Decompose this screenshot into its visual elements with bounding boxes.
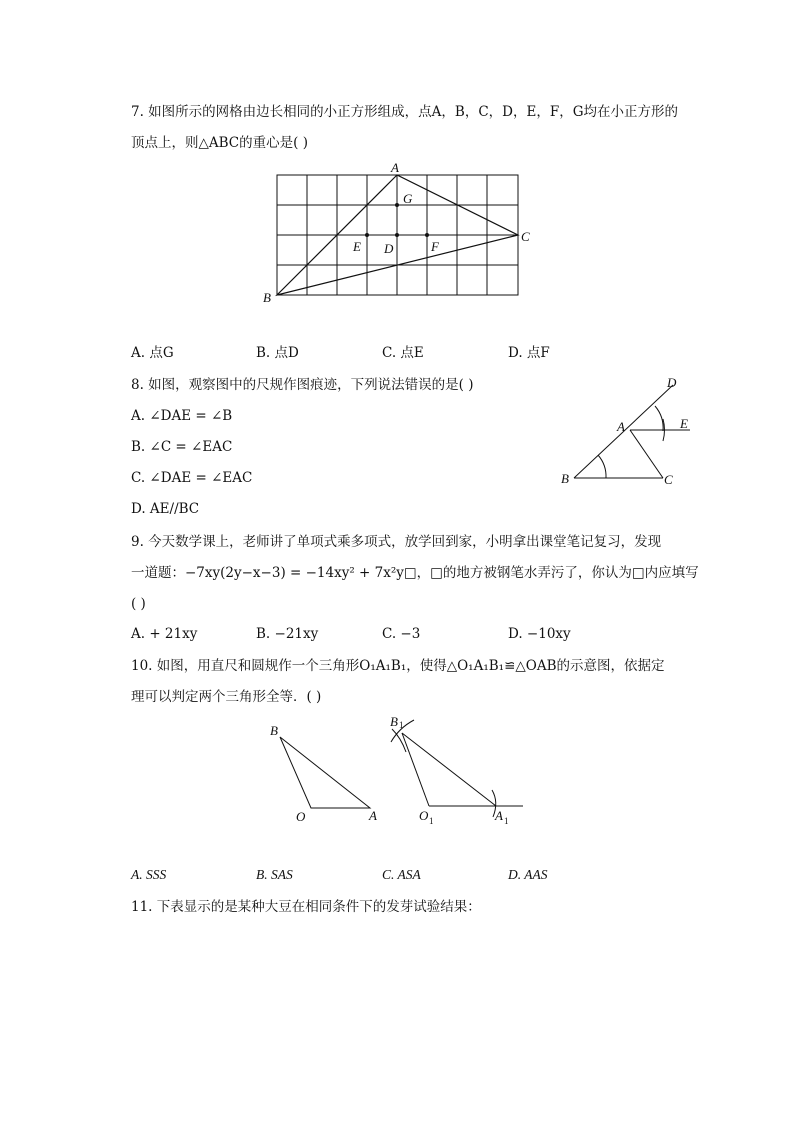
q10-label-B1-sub: 1 xyxy=(399,720,404,730)
q9-stem-line3: ( ) xyxy=(131,596,146,612)
q10-label-O: O xyxy=(296,809,306,824)
q10-label-O1: O xyxy=(419,808,429,823)
q8-option-d[interactable]: D. AE//BC xyxy=(131,501,200,517)
q8-option-a[interactable]: A. ∠DAE = ∠B xyxy=(131,408,233,424)
q7-label-C: C xyxy=(521,229,530,244)
q7-label-A: A xyxy=(391,160,399,175)
q7-stem-line1: 7. 如图所示的网格由边长相同的小正方形组成，点A，B，C，D，E，F，G均在小正方形的 xyxy=(131,104,678,120)
q8-label-C: C xyxy=(664,472,673,487)
q7-label-B: B xyxy=(263,290,271,305)
q7-option-a[interactable]: A. 点G xyxy=(131,345,174,361)
q9-stem-line2: 一道题：−7xy(2y−x−3) = −14xy² + 7x²y□，□的地方被钢笔水弄污了，你认为□内应填写 xyxy=(131,565,699,581)
q11-stem: 11. 下表显示的是某种大豆在相同条件下的发芽试验结果： xyxy=(131,899,481,915)
q8-option-b[interactable]: B. ∠C = ∠EAC xyxy=(131,439,233,455)
q7-option-d[interactable]: D. 点F xyxy=(508,345,550,361)
q8-label-D: D xyxy=(667,375,677,390)
q10-option-c[interactable]: C. ASA xyxy=(382,867,421,882)
q8-label-E: E xyxy=(680,416,688,431)
q10-option-a[interactable]: A. SSS xyxy=(131,867,167,882)
q7-option-b[interactable]: B. 点D xyxy=(256,345,299,361)
q7-label-G: G xyxy=(403,191,413,206)
q10-label-B: B xyxy=(270,723,278,738)
q9-option-c[interactable]: C. −3 xyxy=(382,626,421,642)
q10-stem-line1: 10. 如图，用直尺和圆规作一个三角形O₁A₁B₁，使得△O₁A₁B₁≌△OAB的示意图，依据定 xyxy=(131,658,665,674)
q10-label-B1: B xyxy=(390,714,398,729)
q7-label-F: F xyxy=(431,239,439,254)
q8-stem: 8. 如图，观察图中的尺规作图痕迹，下列说法错误的是( ) xyxy=(131,377,474,393)
q10-label-A1: A xyxy=(495,808,503,823)
q10-label-A1-sub: 1 xyxy=(504,816,509,826)
q7-option-c[interactable]: C. 点E xyxy=(382,345,424,361)
q9-option-b[interactable]: B. −21xy xyxy=(256,626,319,642)
q8-label-B: B xyxy=(561,471,569,486)
q9-stem-line1: 9. 今天数学课上，老师讲了单项式乘多项式，放学回到家，小明拿出课堂笔记复习，发现 xyxy=(131,534,662,550)
q10-option-b[interactable]: B. SAS xyxy=(256,867,293,882)
q9-option-a[interactable]: A. + 21xy xyxy=(131,626,198,642)
q8-option-c[interactable]: C. ∠DAE = ∠EAC xyxy=(131,470,253,486)
q7-label-D: D xyxy=(384,241,394,256)
q10-stem-line2: 理可以判定两个三角形全等．( ) xyxy=(131,689,322,705)
q10-option-d[interactable]: D. AAS xyxy=(508,867,548,882)
q10-label-O1-sub: 1 xyxy=(429,816,434,826)
q7-label-E: E xyxy=(353,239,361,254)
q9-option-d[interactable]: D. −10xy xyxy=(508,626,571,642)
q10-label-A: A xyxy=(369,808,377,823)
q7-stem-line2: 顶点上，则△ABC的重心是( ) xyxy=(131,135,308,151)
q8-label-A: A xyxy=(617,419,625,434)
